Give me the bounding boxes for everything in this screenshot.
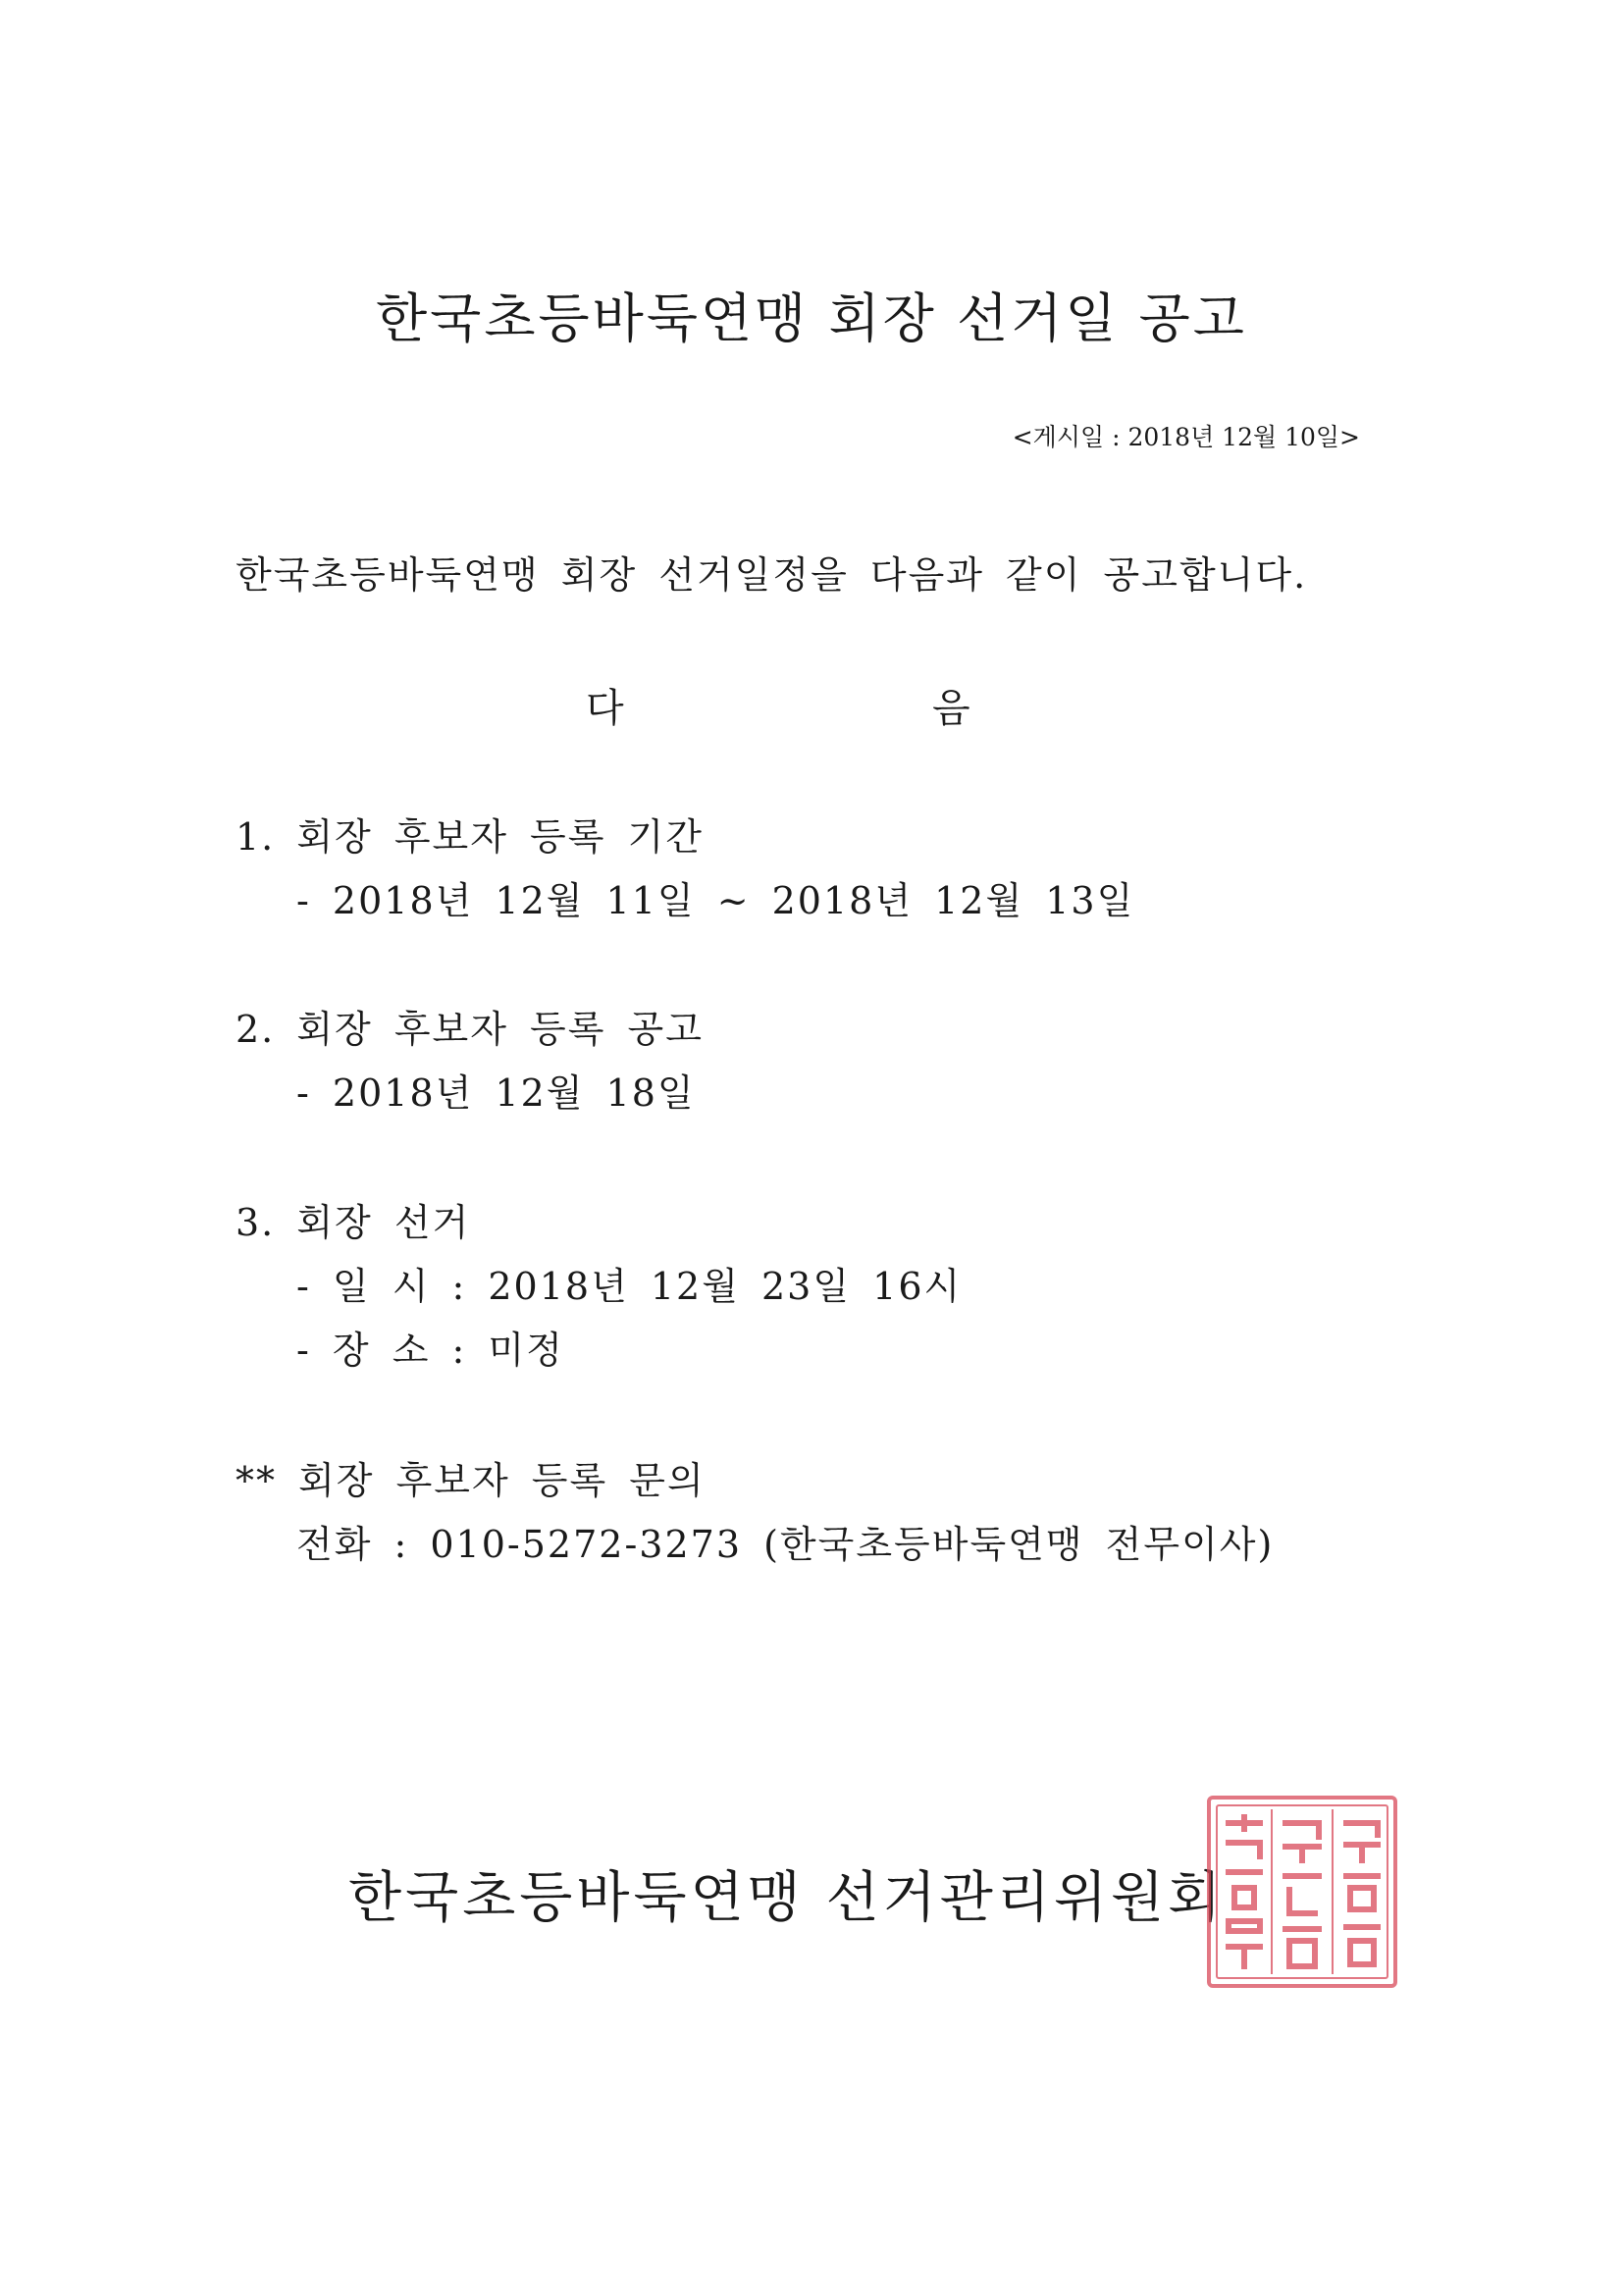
item-1-detail: - 2018년 12월 11일 ~ 2018년 12월 13일 [296,879,1135,922]
item-3-detail-time: - 일 시 : 2018년 12월 23일 16시 [296,1265,963,1308]
issuer-name: 한국초등바둑연맹 선거관리위원회 [348,1866,1226,1930]
item-1-label: 1. 회장 후보자 등록 기간 [236,815,704,859]
inquiry-label: ** 회장 후보자 등록 문의 [236,1459,706,1502]
item-3-detail-place: - 장 소 : 미정 [296,1329,564,1372]
intro-text: 한국초등바둑연맹 회장 선거일정을 다음과 같이 공고합니다. [236,553,1308,597]
inquiry-phone: 전화 : 010-5272-3273 (한국초등바둑연맹 전무이사) [296,1523,1275,1566]
posted-date: <게시일 : 2018년 12월 10일> [1012,423,1360,451]
item-2-label: 2. 회장 후보자 등록 공고 [236,1008,704,1051]
item-3-label: 3. 회장 선거 [236,1201,471,1244]
document-title: 한국초등바둑연맹 회장 선거일 공고 [376,287,1247,349]
official-seal-icon [1205,1794,1399,1990]
heading-da: 다 [586,686,624,731]
heading-eum: 음 [932,686,970,731]
item-2-detail: - 2018년 12월 18일 [296,1071,696,1115]
